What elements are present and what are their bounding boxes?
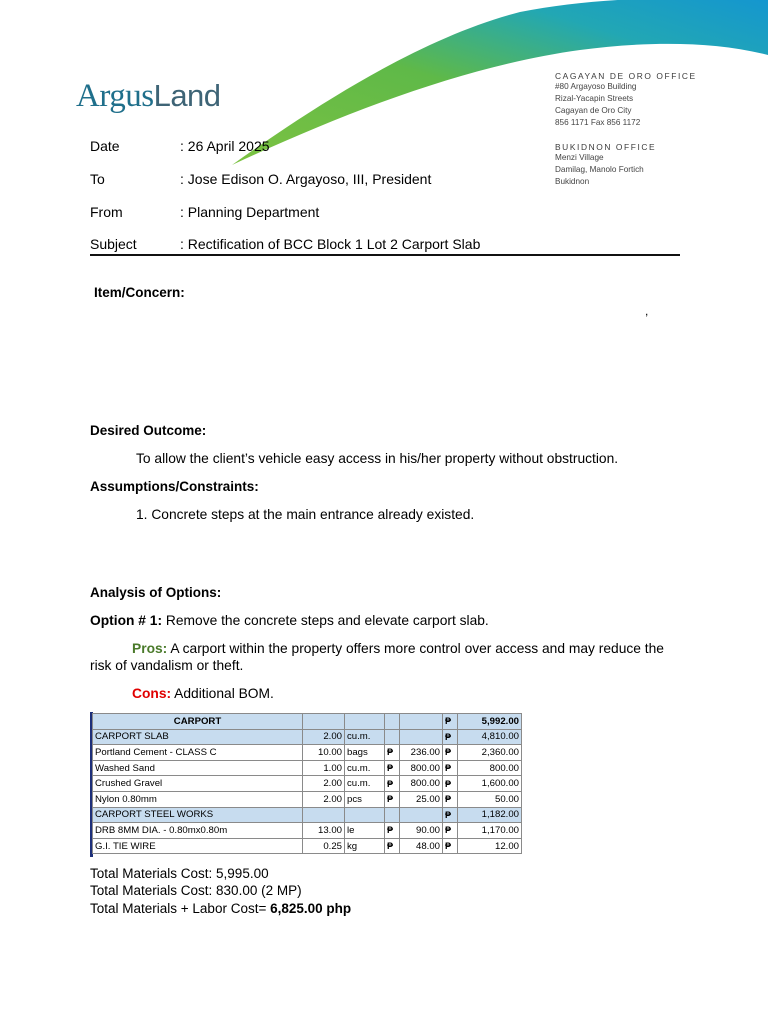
- table-cell-p1: ₱: [385, 823, 400, 839]
- table-cell-desc: Portland Cement - CLASS C: [93, 745, 303, 761]
- table-cell-price: 800.00: [400, 776, 443, 792]
- table-row: [93, 776, 522, 792]
- table-cell-qty: 2.00: [303, 791, 345, 807]
- table-cell-unit: bags: [345, 745, 385, 761]
- table-cell-amount: 1,600.00: [458, 776, 522, 792]
- table-cell-desc: Washed Sand: [93, 760, 303, 776]
- table-cell-desc: Crushed Gravel: [93, 776, 303, 792]
- table-cell-amount: 800.00: [458, 760, 522, 776]
- cdo-office-address: CAGAYAN DE ORO OFFICE #80 Argayoso Building Rizal-Yacapin Streets Cagayan de Oro City 856 1171 Fax 856 1172: [555, 71, 697, 127]
- pros-line: Pros: A carport within the property offers more control over access and may reduce the: [132, 641, 664, 656]
- table-cell-amount: 1,182.00: [458, 807, 522, 823]
- table-cell-unit: cu.m.: [345, 776, 385, 792]
- table-cell-p1: ₱: [385, 838, 400, 854]
- table-cell-qty: 10.00: [303, 745, 345, 761]
- table-cell-price: 236.00: [400, 745, 443, 761]
- table-cell-p2: ₱: [443, 729, 458, 745]
- table-cell-p2: ₱: [443, 714, 458, 730]
- table-cell-unit: cu.m.: [345, 729, 385, 745]
- table-cell-p1: [385, 714, 400, 730]
- table-cell-price: [400, 729, 443, 745]
- table-cell-unit: kg: [345, 838, 385, 854]
- table-cell-desc: G.I. TIE WIRE: [93, 838, 303, 854]
- table-cell-amount: 1,170.00: [458, 823, 522, 839]
- total-materials-labor-cost: Total Materials + Labor Cost= 6,825.00 php: [90, 901, 352, 916]
- table-cell-price: 800.00: [400, 760, 443, 776]
- table-cell-p2: ₱: [443, 760, 458, 776]
- table-cell-p2: ₱: [443, 823, 458, 839]
- table-cell-desc: CARPORT STEEL WORKS: [93, 807, 303, 823]
- table-cell-qty: 1.00: [303, 760, 345, 776]
- table-cell-desc: DRB 8MM DIA. - 0.80mx0.80m: [93, 823, 303, 839]
- table-cell-unit: le: [345, 823, 385, 839]
- cons-line: Cons: Additional BOM.: [132, 686, 274, 701]
- table-cell-qty: 2.00: [303, 729, 345, 745]
- desired-outcome-text: To allow the client’s vehicle easy access in his/her property without obstruction.: [136, 451, 619, 466]
- table-cell-p2: ₱: [443, 791, 458, 807]
- bom-table: [92, 713, 522, 854]
- table-cell-price: [400, 807, 443, 823]
- table-cell-amount: 50.00: [458, 791, 522, 807]
- item-concern-heading: Item/Concern:: [94, 285, 185, 300]
- table-cell-unit: [345, 714, 385, 730]
- table-cell-desc: CARPORT SLAB: [93, 729, 303, 745]
- table-row: [93, 791, 522, 807]
- logo-land-text: Land: [153, 78, 221, 113]
- total-materials-cost: Total Materials Cost: 5,995.00: [90, 866, 269, 881]
- table-cell-qty: 0.25: [303, 838, 345, 854]
- table-row: [93, 823, 522, 839]
- table-cell-p2: ₱: [443, 807, 458, 823]
- table-cell-p1: ₱: [385, 760, 400, 776]
- table-cell-desc: Nylon 0.80mm: [93, 791, 303, 807]
- table-cell-p1: ₱: [385, 791, 400, 807]
- table-cell-p1: ₱: [385, 776, 400, 792]
- table-cell-price: 90.00: [400, 823, 443, 839]
- bukidnon-office-address: BUKIDNON OFFICE Menzi Village Damilag, Manolo Fortich Bukidnon: [555, 142, 657, 186]
- table-cell-amount: 5,992.00: [458, 714, 522, 730]
- table-row: [93, 745, 522, 761]
- assumptions-heading: Assumptions/Constraints:: [90, 479, 259, 494]
- table-cell-price: [400, 714, 443, 730]
- table-row: [93, 807, 522, 823]
- table-cell-p2: ₱: [443, 745, 458, 761]
- table-cell-unit: [345, 807, 385, 823]
- table-cell-desc: CARPORT: [93, 714, 303, 730]
- table-cell-qty: 13.00: [303, 823, 345, 839]
- logo-argus-text: Argus: [76, 78, 154, 114]
- table-cell-qty: [303, 807, 345, 823]
- pros-line-2: risk of vandalism or theft.: [90, 658, 244, 673]
- table-row: [93, 714, 522, 730]
- table-row: [93, 838, 522, 854]
- table-row: [93, 760, 522, 776]
- total-labor-cost: Total Materials Cost: 830.00 (2 MP): [90, 883, 302, 898]
- table-cell-price: 48.00: [400, 838, 443, 854]
- table-row: [93, 729, 522, 745]
- table-cell-unit: cu.m.: [345, 760, 385, 776]
- table-cell-price: 25.00: [400, 791, 443, 807]
- table-cell-amount: 4,810.00: [458, 729, 522, 745]
- table-cell-amount: 2,360.00: [458, 745, 522, 761]
- table-cell-p1: [385, 729, 400, 745]
- table-cell-p2: ₱: [443, 776, 458, 792]
- table-cell-qty: [303, 714, 345, 730]
- analysis-heading: Analysis of Options:: [90, 585, 222, 600]
- assumption-item-1: 1. Concrete steps at the main entrance already existed.: [136, 507, 475, 522]
- desired-outcome-heading: Desired Outcome:: [90, 423, 207, 438]
- table-cell-qty: 2.00: [303, 776, 345, 792]
- table-cell-amount: 12.00: [458, 838, 522, 854]
- memo-divider: [90, 254, 680, 256]
- option-1-line: Option # 1: Remove the concrete steps and elevate carport slab.: [90, 613, 489, 628]
- table-cell-unit: pcs: [345, 791, 385, 807]
- stray-mark: ,: [645, 304, 649, 318]
- argusland-logo: [76, 78, 221, 115]
- table-cell-p1: ₱: [385, 745, 400, 761]
- table-cell-p2: ₱: [443, 838, 458, 854]
- table-cell-p1: [385, 807, 400, 823]
